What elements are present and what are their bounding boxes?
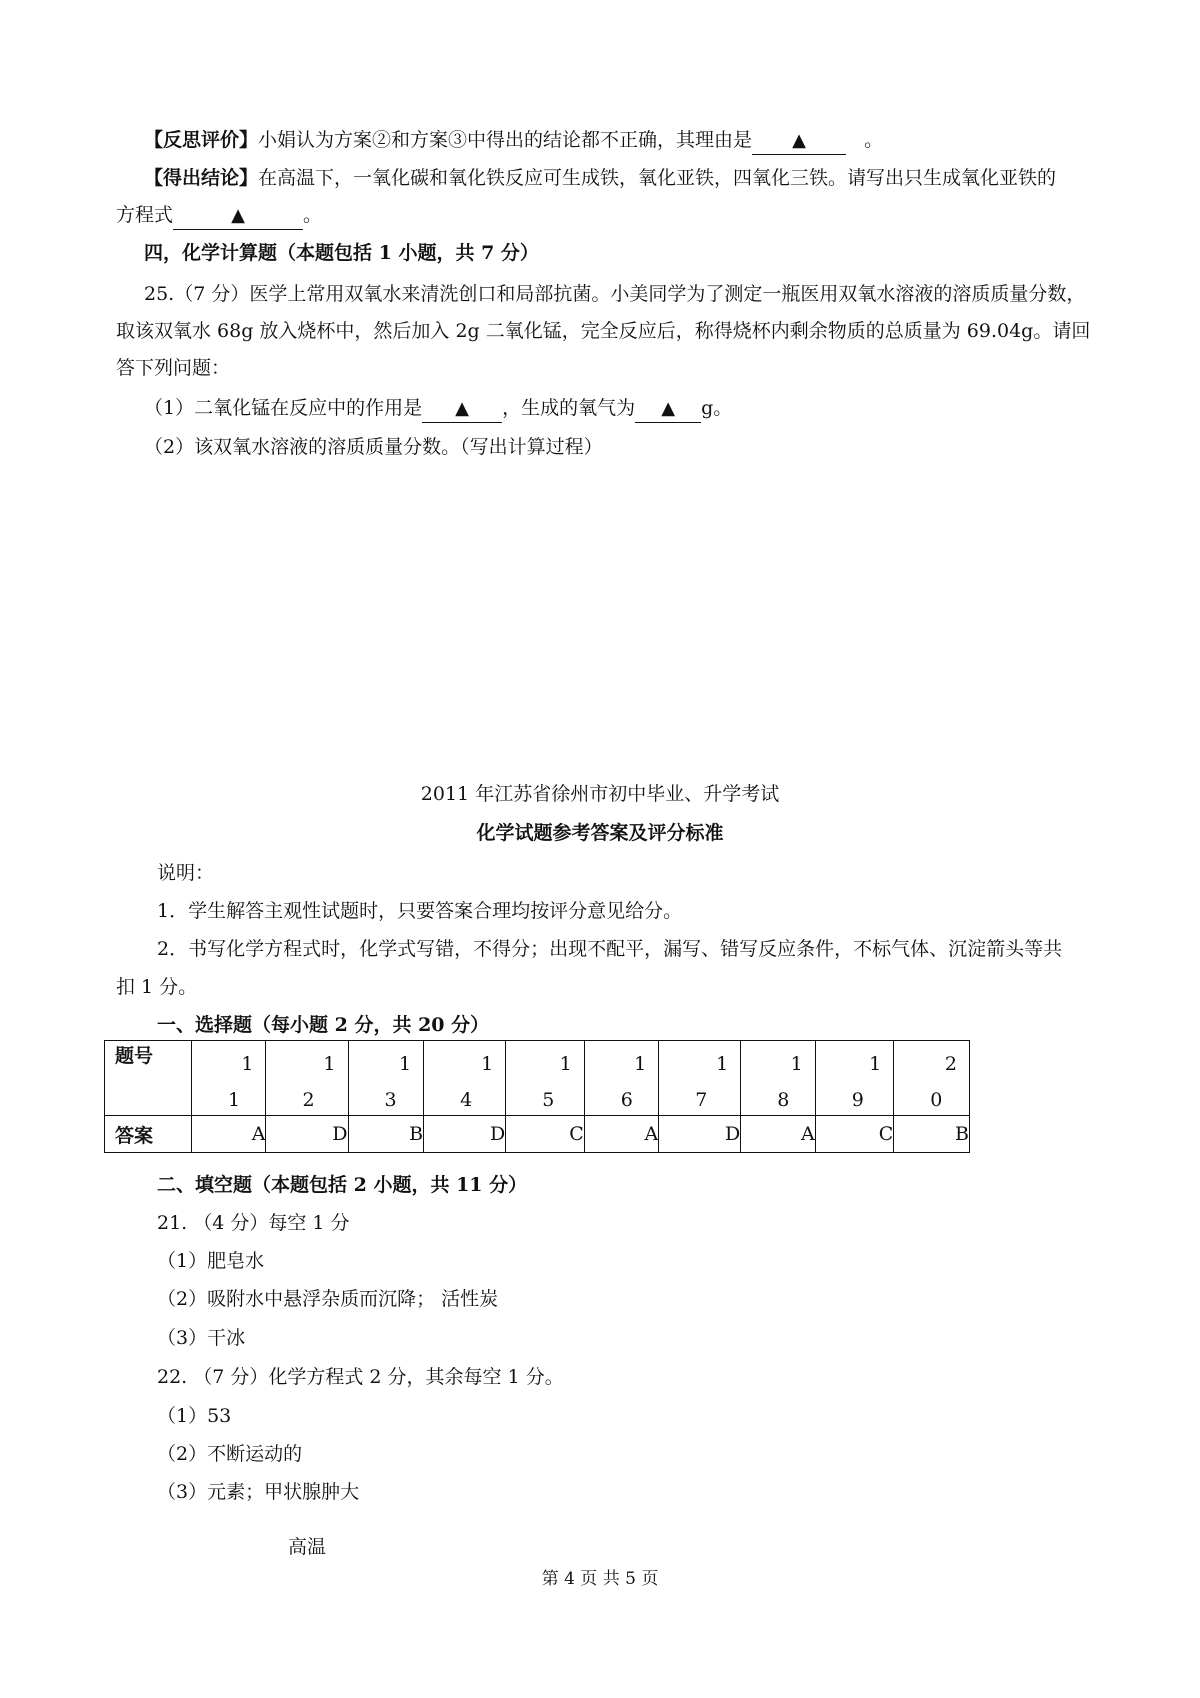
section2-title: 二、填空题（本题包括 2 小题，共 11 分）	[157, 1174, 528, 1196]
q21-answer-2: （2）吸附水中悬浮杂质而沉降； 活性炭	[157, 1288, 499, 1310]
qnum-digit: 6	[620, 1089, 633, 1111]
qnum-digit: 5	[542, 1089, 555, 1111]
triangle-icon: ▲	[455, 398, 470, 419]
section1-title: 一、选择题（每小题 2 分，共 20 分）	[157, 1014, 490, 1036]
question-cell	[266, 1041, 348, 1116]
qnum-digit: 1	[790, 1053, 803, 1075]
qnum-digit: 1	[716, 1053, 729, 1075]
qnum-digit: 2	[944, 1053, 957, 1075]
qnum-digit: 4	[460, 1089, 473, 1111]
q25-sub2: （2）该双氧水溶液的溶质质量分数。（写出计算过程）	[144, 436, 603, 458]
q25-sub1-text: （1）二氧化锰在反应中的作用是	[144, 397, 423, 419]
reflection-answer-blank	[752, 127, 846, 155]
answer-cell: C	[815, 1116, 894, 1153]
q25-blank-1	[422, 395, 502, 423]
question-cell	[741, 1041, 815, 1116]
q25-sub1-text-2: ，生成的氧气为	[502, 397, 636, 419]
question-cell	[584, 1041, 658, 1116]
note-2-cont: 扣 1 分。	[116, 976, 198, 998]
q25-line-3: 答下列问题：	[116, 357, 231, 379]
reaction-condition: 高温	[288, 1536, 327, 1558]
reflection-line	[144, 127, 883, 155]
conclusion-line-1	[144, 165, 1056, 191]
qnum-digit: 1	[241, 1053, 254, 1075]
q25-sub1-end: g。	[701, 397, 733, 419]
q25-blank-2	[635, 395, 701, 423]
answer-title-1: 2011 年江苏省徐州市初中毕业、升学考试	[420, 783, 780, 805]
q25-line-1: 25.（7 分）医学上常用双氧水来清洗创口和局部抗菌。小美同学为了测定一瓶医用双氧水溶液的溶质质量分数，	[144, 283, 1086, 305]
section4-title: 四，化学计算题（本题包括 1 小题，共 7 分）	[144, 242, 539, 264]
note-1: 1．学生解答主观性试题时，只要答案合理均按评分意见给分。	[157, 900, 683, 922]
answer-cell: B	[348, 1116, 424, 1153]
triangle-icon: ▲	[661, 398, 676, 419]
qnum-digit: 7	[695, 1089, 708, 1111]
answer-cell: A	[192, 1116, 266, 1153]
notes-label: 说明：	[157, 862, 215, 884]
conclusion-text: 在高温下，一氧化碳和氧化铁反应可生成铁，氧化亚铁，四氧化三铁。请写出只生成氧化亚铁的	[258, 167, 1057, 189]
qnum-digit: 1	[481, 1053, 494, 1075]
qnum-digit: 1	[399, 1053, 412, 1075]
question-cell	[894, 1041, 970, 1116]
answer-cell: A	[584, 1116, 658, 1153]
row-label-question: 题号	[105, 1041, 192, 1116]
answer-cell: D	[659, 1116, 741, 1153]
q22-answer-3: （3）元素；甲状腺肿大	[157, 1481, 360, 1503]
answer-cell: D	[424, 1116, 506, 1153]
note-2: 2．书写化学方程式时，化学式写错，不得分；出现不配平，漏写、错写反应条件，不标气体、沉淀箭头等共	[157, 938, 1063, 960]
qnum-digit: 0	[930, 1089, 943, 1111]
q22-answer-1: （1）53	[157, 1405, 232, 1427]
q21-answer-1: （1）肥皂水	[157, 1250, 265, 1272]
qnum-digit: 1	[228, 1089, 241, 1111]
answer-cell: C	[506, 1116, 585, 1153]
question-cell	[348, 1041, 424, 1116]
conclusion-line-2	[116, 202, 322, 230]
question-cell	[192, 1041, 266, 1116]
qnum-digit: 3	[384, 1089, 397, 1111]
conclusion-end: 。	[303, 204, 323, 226]
triangle-icon: ▲	[231, 205, 245, 226]
qnum-digit: 1	[323, 1053, 336, 1075]
q21-answer-3: （3）干冰	[157, 1327, 246, 1349]
question-cell	[424, 1041, 506, 1116]
question-cell	[815, 1041, 894, 1116]
answer-title-2: 化学试题参考答案及评分标准	[476, 822, 724, 844]
triangle-icon: ▲	[792, 130, 806, 151]
answer-cell: A	[741, 1116, 815, 1153]
q25-line-2: 取该双氧水 68g 放入烧杯中，然后加入 2g 二氧化锰，完全反应后，称得烧杯内剩余物质的总质量为 69.04g。请回	[116, 320, 1091, 342]
answer-cell: D	[266, 1116, 348, 1153]
conclusion-answer-blank	[173, 202, 303, 230]
reflection-label: 【反思评价】	[144, 129, 259, 151]
qnum-digit: 9	[851, 1089, 864, 1111]
qnum-digit: 8	[777, 1089, 790, 1111]
page-footer: 第 4 页 共 5 页	[541, 1569, 659, 1589]
question-cell	[506, 1041, 585, 1116]
q25-sub1	[144, 395, 732, 423]
qnum-digit: 1	[869, 1053, 882, 1075]
q22-head: 22. （7 分）化学方程式 2 分，其余每空 1 分。	[157, 1366, 564, 1388]
answer-row	[105, 1116, 970, 1153]
reflection-end: 。	[864, 129, 884, 151]
question-cell	[659, 1041, 741, 1116]
conclusion-text-2: 方程式	[116, 204, 174, 226]
answer-table	[104, 1040, 970, 1153]
qnum-digit: 2	[302, 1089, 315, 1111]
conclusion-label: 【得出结论】	[144, 167, 259, 189]
q21-head: 21. （4 分）每空 1 分	[157, 1212, 350, 1234]
reflection-text: 小娟认为方案②和方案③中得出的结论都不正确，其理由是	[258, 129, 753, 151]
qnum-digit: 1	[559, 1053, 572, 1075]
answer-cell: B	[894, 1116, 970, 1153]
qnum-digit: 1	[634, 1053, 647, 1075]
row-label-answer: 答案	[105, 1116, 192, 1153]
q22-answer-2: （2）不断运动的	[157, 1443, 303, 1465]
question-number-row	[105, 1041, 970, 1116]
